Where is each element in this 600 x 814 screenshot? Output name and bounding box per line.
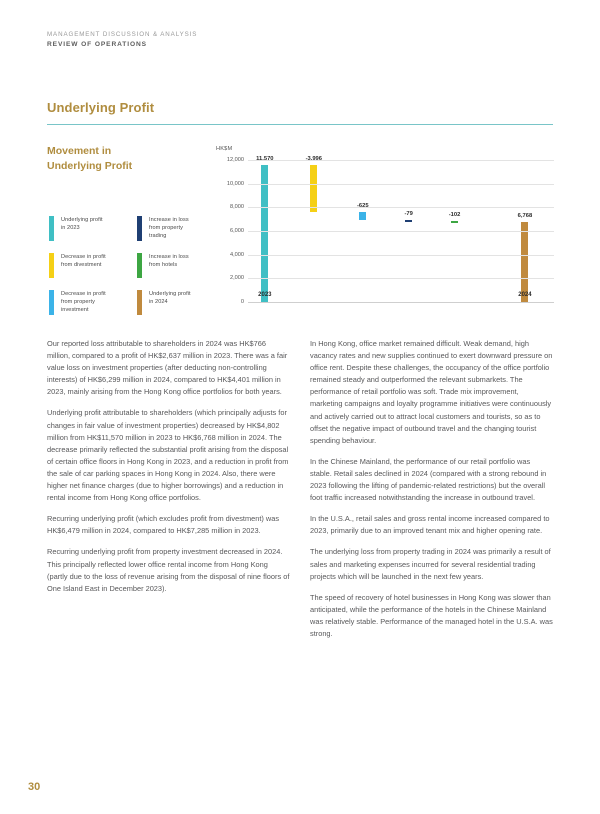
chart-data-label: -79 bbox=[404, 210, 413, 217]
chart-title-line1: Movement in bbox=[47, 145, 112, 157]
chart-y-tick-label: 0 bbox=[240, 299, 244, 305]
body-paragraph: The underlying loss from property trading in 2024 was primarily a result of sales and marketing expenses incurred for several residential trading projects which will be launched in the next few years. bbox=[310, 547, 551, 581]
legend-item bbox=[49, 253, 127, 279]
legend-item bbox=[137, 253, 215, 279]
legend-label-line: investment bbox=[61, 307, 89, 314]
page-title: Underlying Profit bbox=[47, 100, 155, 115]
legend-item-label bbox=[61, 290, 127, 315]
chart-y-tick-label: 12,000 bbox=[226, 157, 244, 163]
legend-label-line: from hotels bbox=[149, 262, 178, 269]
legend-item bbox=[137, 216, 215, 242]
legend-item bbox=[137, 290, 215, 316]
legend-swatch-icon bbox=[137, 290, 142, 315]
chart-x-tick-label: 2024 bbox=[518, 292, 532, 298]
chart-data-label: -102 bbox=[448, 211, 461, 218]
legend-swatch-icon bbox=[49, 253, 54, 278]
chart-unit-label: HK$M bbox=[216, 146, 233, 152]
body-paragraph: Recurring underlying profit (which excludes profit from divestment) was HK$6,479 million in 2024, compared to HK$7,285 million in 2023. bbox=[47, 514, 280, 536]
legend-item bbox=[49, 290, 127, 316]
chart-x-tick-label: 2023 bbox=[258, 292, 272, 298]
legend-item-label bbox=[149, 290, 215, 306]
chart-gridline bbox=[248, 255, 554, 256]
chart-y-tick-label: 2,000 bbox=[230, 275, 244, 282]
legend-label-line: Underlying profit bbox=[61, 217, 103, 223]
legend-item-label bbox=[61, 253, 127, 269]
legend-swatch-icon bbox=[49, 290, 54, 315]
legend-column-left bbox=[49, 216, 127, 327]
chart-gridline bbox=[248, 160, 554, 161]
chart-bar bbox=[521, 222, 528, 302]
running-header bbox=[47, 30, 197, 50]
legend-item-label bbox=[149, 253, 215, 269]
chart-bar bbox=[359, 212, 366, 219]
legend-item-label bbox=[61, 216, 127, 232]
legend-label-line: trading bbox=[149, 233, 167, 240]
chart-y-tick-label: 10,000 bbox=[226, 180, 244, 187]
legend-label-line: from divestment bbox=[61, 262, 102, 269]
chart-gridline bbox=[248, 231, 554, 232]
chart-bar bbox=[261, 165, 268, 302]
legend-swatch-icon bbox=[49, 216, 54, 241]
body-column-left bbox=[47, 338, 290, 604]
body-paragraph: In the Chinese Mainland, the performance of our retail portfolio was stable. Retail sales declined in 2024 (compared with a strong rebound in 2023 following the lifting of pandemic-related restrictions) but the overall foot traffic increased notwithstanding the increase in outbound travel. bbox=[310, 456, 547, 503]
body-paragraph: In the U.S.A., retail sales and gross rental income increased compared to 2023, primarily due to an improved tenant mix and higher opening rate. bbox=[310, 514, 550, 536]
chart-bar bbox=[310, 165, 317, 212]
legend-label-line: Decrease in profit bbox=[61, 254, 106, 260]
legend-label-line: from property bbox=[61, 299, 95, 306]
legend-item-label bbox=[149, 216, 215, 241]
chart-title bbox=[47, 144, 187, 174]
chart-plot-area bbox=[214, 157, 554, 305]
body-paragraph: Recurring underlying profit from property investment decreased in 2024. This principally reflected lower office rental income from Hong Kong (partly due to the loss of revenue arising from the disposal of nine floors of One Island East in December 2023). bbox=[47, 547, 290, 593]
legend-item bbox=[49, 216, 127, 242]
legend-label-line: in 2023 bbox=[61, 225, 80, 232]
chart-data-label: 6,768 bbox=[517, 212, 533, 219]
body-paragraph: The speed of recovery of hotel businesses in Hong Kong was slower than anticipated, while the performance of the hotels in the Chinese Mainland was relatively stable. Performance of the managed hotel in the U.S.A. was strong. bbox=[310, 592, 553, 638]
legend-column-right bbox=[137, 216, 215, 327]
page-number: 30 bbox=[28, 781, 41, 793]
chart-bar bbox=[451, 221, 458, 224]
legend-label-line: Increase in loss bbox=[149, 254, 189, 260]
chart-title-line2: Underlying Profit bbox=[47, 160, 133, 172]
chart-y-tick-label: 4,000 bbox=[230, 251, 244, 258]
chart-gridline bbox=[248, 184, 554, 185]
legend-label-line: Underlying profit bbox=[149, 291, 191, 297]
chart-x-axis-labels bbox=[248, 292, 554, 304]
body-column-right bbox=[310, 338, 553, 649]
body-paragraph: Underlying profit attributable to shareholders (which principally adjusts for changes in fair value of investment properties) decreased by HK$4,802 million from HK$11,570 million in 2023 to HK$6,768 million in 2024. The decrease primarily reflected the substantial profit arising from the disposal of certain office floors in Hong Kong in 2023, and a reduction in profit from the sale of car parking spaces in Hong Kong in 2024. Also, there were higher net finance charges (due to higher borrowings) and a reduction in rental income from Hong Kong office portfolios. bbox=[47, 408, 289, 503]
legend-label-line: Increase in loss bbox=[149, 217, 189, 223]
chart-y-tick-label: 6,000 bbox=[230, 228, 244, 234]
chart-gridline bbox=[248, 207, 554, 208]
chart-bar bbox=[405, 220, 412, 223]
legend-label-line: from property bbox=[149, 225, 183, 232]
body-paragraph: In Hong Kong, office market remained difficult. Weak demand, high vacancy rates and new supplies continued to exert downward pressure on office rent. Despite these challenges, the occupancy of the office portfolio remained steady and outperformed the relevant submarkets. The performance of retail portfolio was soft. Trade mix improvement, marketing campaigns and loyalty programme initiatives were continuously and actively carried out to attract local customers and tourists, so as to offset the negative impact of outbound travel and the changing tourist spending behaviour. bbox=[310, 339, 553, 445]
legend-swatch-icon bbox=[137, 253, 142, 278]
waterfall-chart bbox=[214, 146, 554, 318]
chart-y-tick-label: 8,000 bbox=[230, 204, 244, 211]
title-divider bbox=[47, 124, 553, 125]
running-header-line2: REVIEW OF OPERATIONS bbox=[47, 41, 147, 48]
body-paragraph: Our reported loss attributable to shareholders in 2024 was HK$766 million, compared to a profit of HK$2,637 million in 2023. There was a fair value loss on investment properties (after deducting non-controlling interests) of HK$6,299 million in 2024, compared to HK$4,401 million in 2023, mainly arising from the Hong Kong office portfolios for both years. bbox=[47, 339, 288, 397]
chart-gridline bbox=[248, 278, 554, 279]
legend-label-line: in 2024 bbox=[149, 299, 168, 306]
running-header-line1: MANAGEMENT DISCUSSION & ANALYSIS bbox=[47, 31, 198, 38]
legend-label-line: Decrease in profit bbox=[61, 291, 106, 297]
legend-swatch-icon bbox=[137, 216, 142, 241]
